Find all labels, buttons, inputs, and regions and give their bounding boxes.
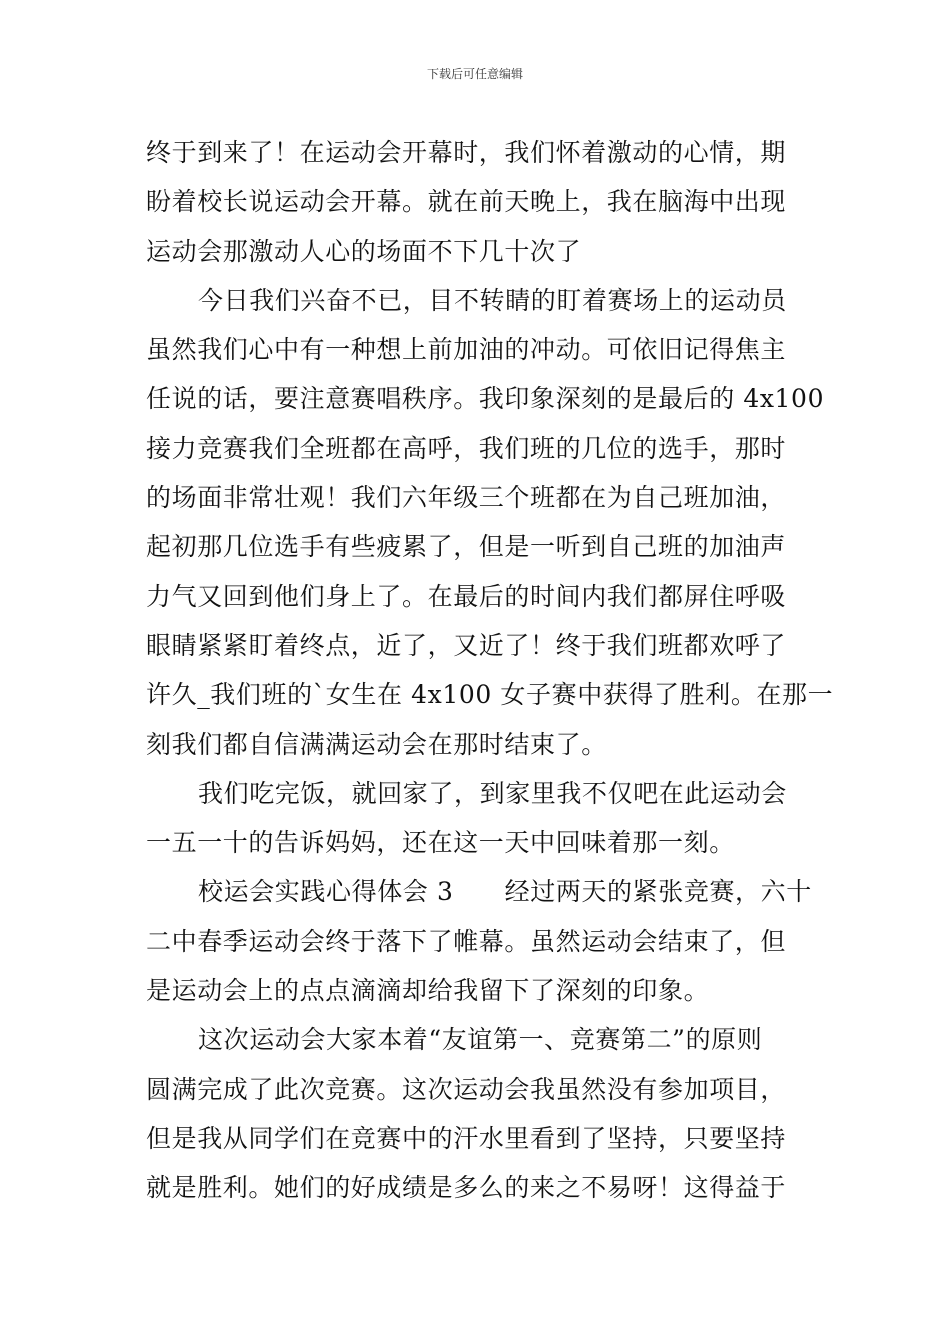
text-line: 盼着校长说运动会开幕。就在前天晚上，我在脑海中出现: [146, 187, 787, 217]
text-line: 一五一十的告诉妈妈，还在这一天中回味着那一刻。: [146, 828, 735, 858]
text-line: 就是胜利。她们的好成绩是多么的来之不易呀！这得益于: [146, 1173, 787, 1203]
text-line: 二中春季运动会终于落下了帷幕。虽然运动会结束了，但: [146, 926, 787, 956]
text-line: 终于到来了！在运动会开幕时，我们怀着激动的心情，期: [146, 138, 787, 167]
text-line: 圆满完成了此次竞赛。这次运动会我虽然没有参加项目，: [146, 1074, 787, 1104]
paragraph-first-line: 今日我们兴奋不已，目不转睛的盯着赛场上的运动员: [198, 285, 787, 315]
document-body: [146, 128, 834, 1213]
paragraph-first-line: 校运会实践心得体会 3 经过两天的紧张竞赛，六十: [198, 877, 812, 907]
text-line: 许久_我们班的`女生在 4x100 女子赛中获得了胜利。在那一: [146, 680, 834, 710]
text-line: 接力竞赛我们全班都在高呼，我们班的几位的选手，那时: [146, 433, 787, 463]
text-line: 虽然我们心中有一种想上前加油的冲动。可依旧记得焦主: [146, 335, 787, 365]
page-header: 下载后可任意编辑: [426, 67, 523, 81]
paragraph-first-line: 这次运动会大家本着“友谊第一、竞赛第二”的原则: [198, 1025, 763, 1055]
text-line: 力气又回到他们身上了。在最后的时间内我们都屏住呼吸: [146, 581, 787, 611]
text-line: 的场面非常壮观！我们六年级三个班都在为自己班加油，: [146, 483, 787, 513]
text-line: 刻我们都自信满满运动会在那时结束了。: [146, 729, 607, 759]
text-line: 但是我从同学们在竞赛中的汗水里看到了坚持，只要坚持: [146, 1123, 787, 1153]
text-line: 运动会那激动人心的场面不下几十次了: [146, 236, 582, 266]
text-line: 是运动会上的点点滴滴却给我留下了深刻的印象。: [146, 976, 710, 1006]
text-line: 任说的话，要注意赛唱秩序。我印象深刻的是最后的 4x100: [146, 384, 825, 414]
text-line: 眼睛紧紧盯着终点，近了，又近了！终于我们班都欢呼了: [146, 630, 787, 660]
text-line: 起初那几位选手有些疲累了，但是一听到自己班的加油声: [146, 532, 787, 562]
paragraph-first-line: 我们吃完饭，就回家了，到家里我不仅吧在此运动会: [198, 778, 787, 808]
